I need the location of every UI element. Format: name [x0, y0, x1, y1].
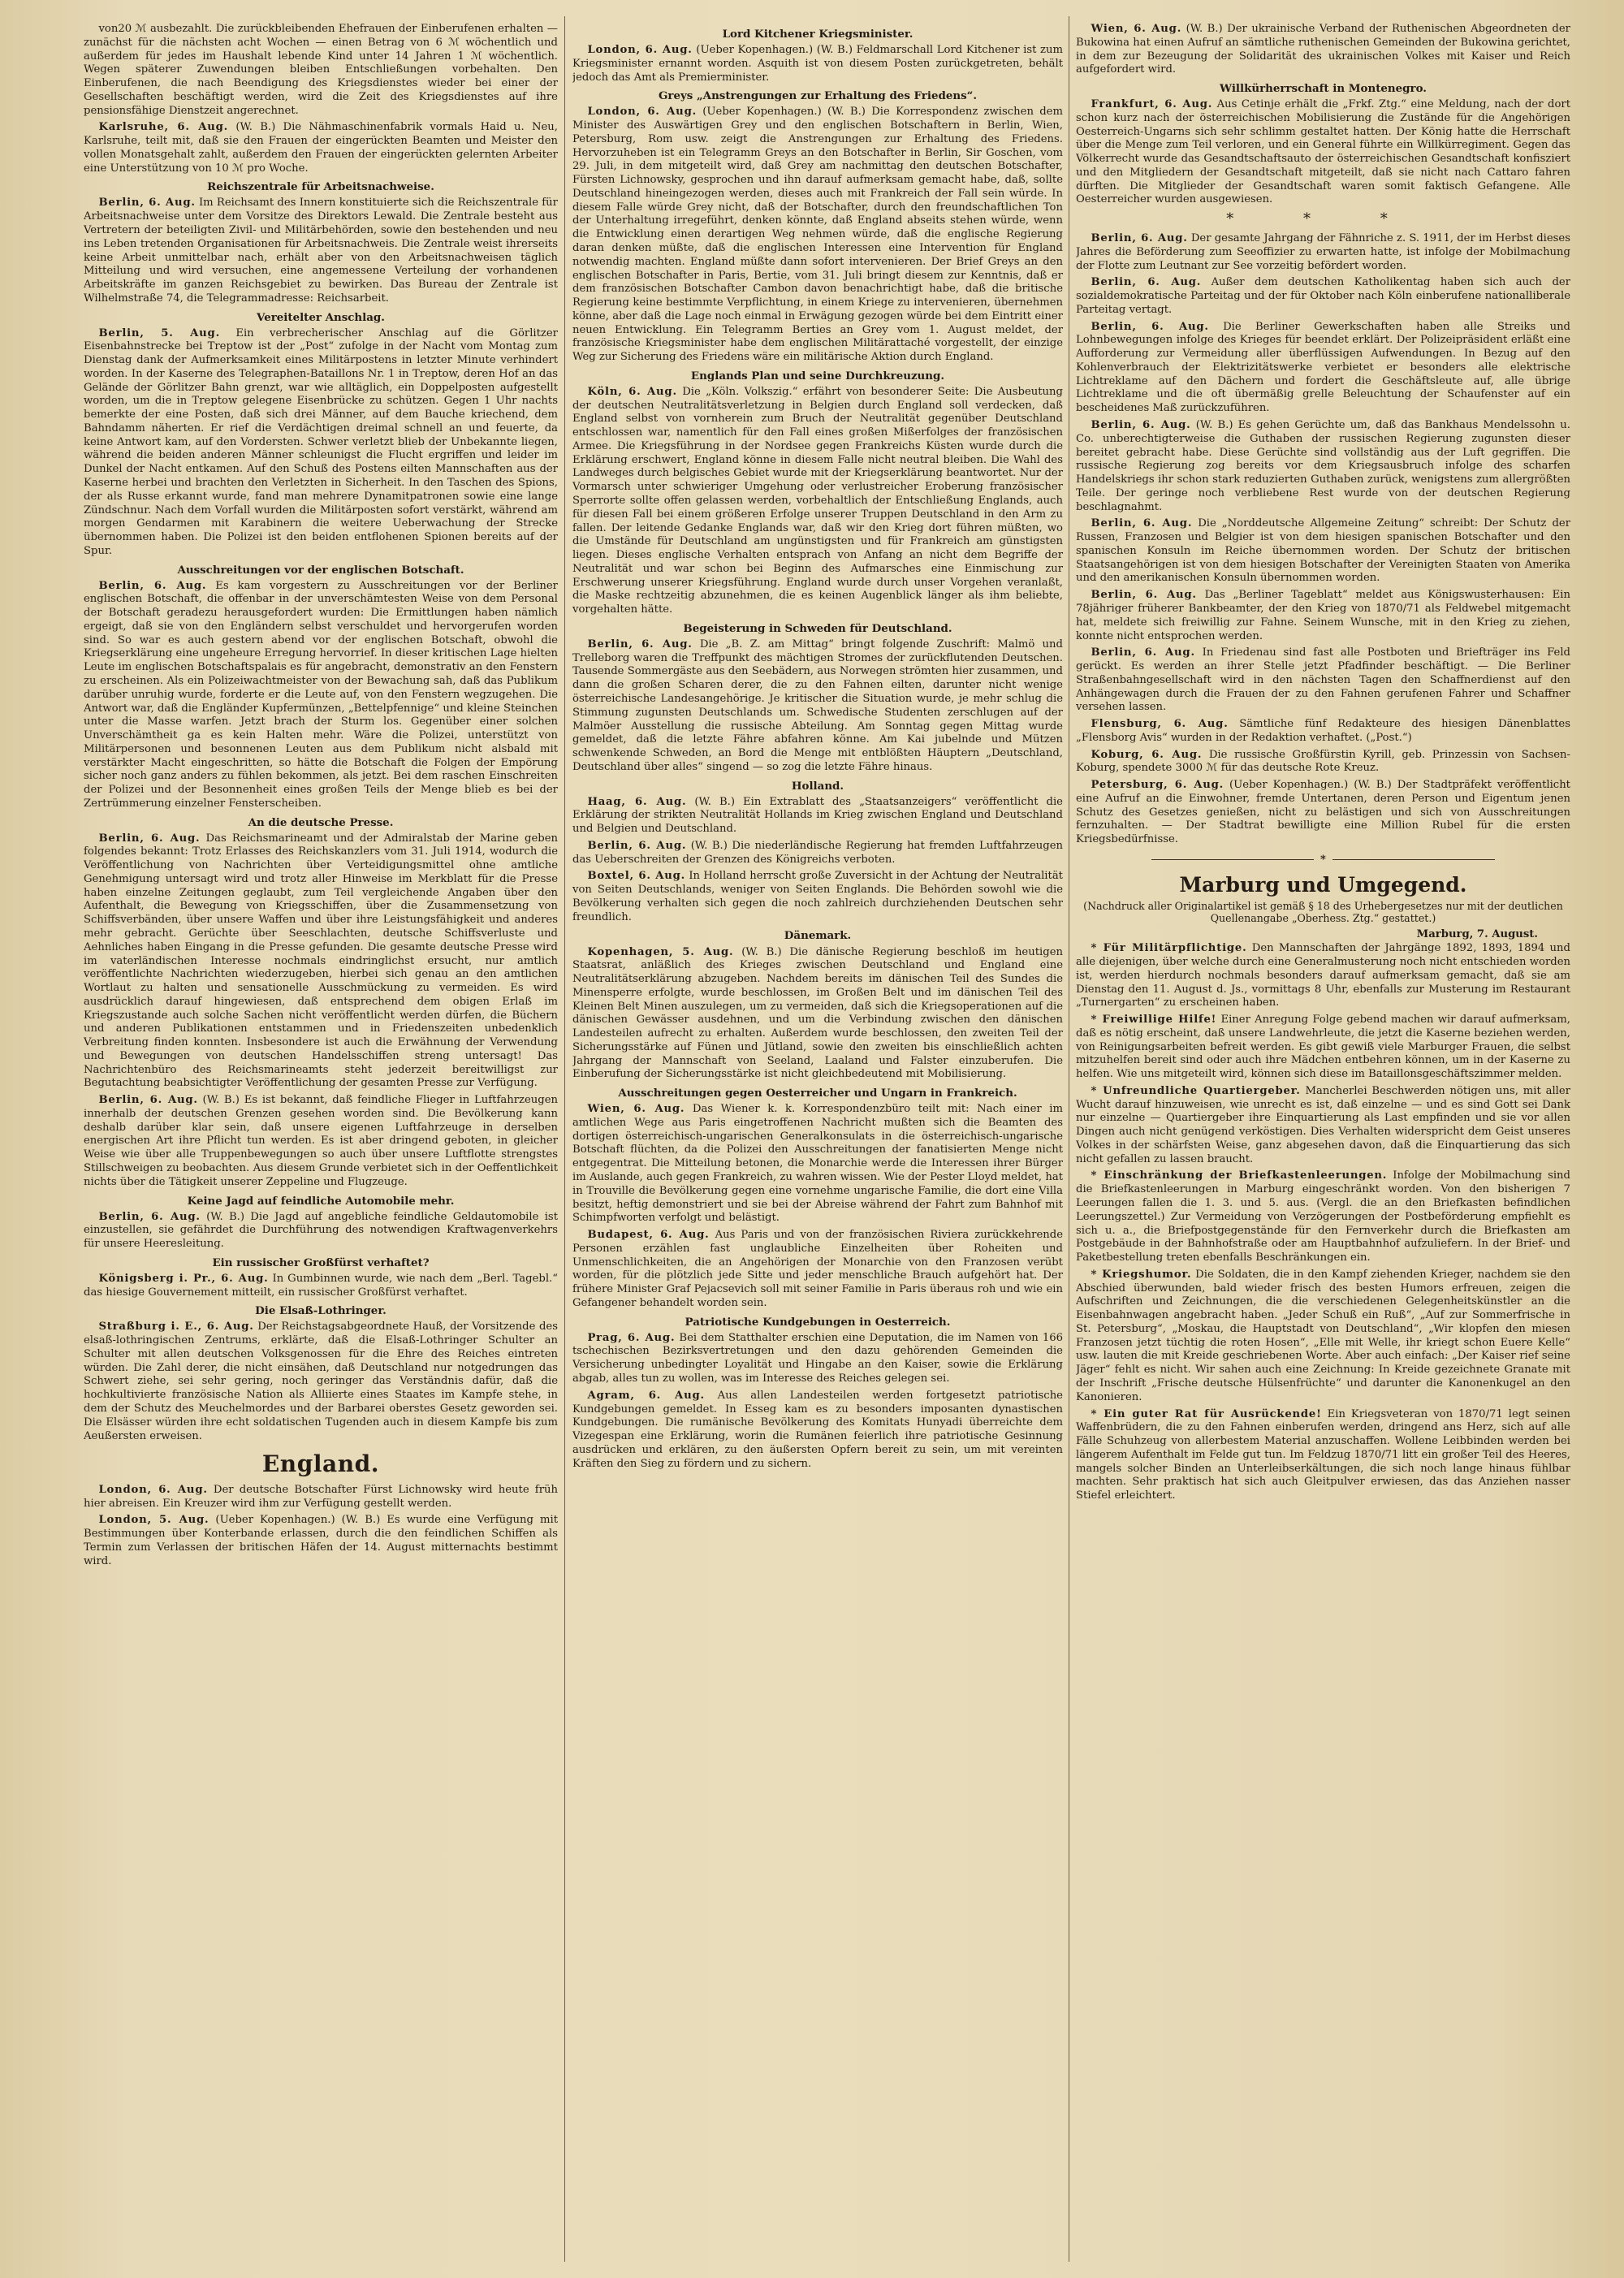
article-paragraph — [84, 23, 558, 118]
dateline: London, 6. Aug. — [587, 44, 693, 57]
article-headline: Die Elsaß-Lothringer. — [255, 1304, 387, 1318]
article-paragraph — [84, 197, 558, 305]
article — [84, 832, 558, 1091]
article-text: (W. B.) Die Jagd auf angebliche feindliche Geldautomobile ist einzustellen, sie gefährdet die Durchführung des notwendigen Kraftwagenverkehrs für unsere Heeresleitung. — [84, 1210, 558, 1251]
article-text: (W. B.) Ein Extrablatt des „Staatsanzeigers“ veröffentlicht die Erklärung der strikten Neutralität Hollands im Krieg zwischen England und Deutschland und Belgien und Deutschland. — [572, 795, 1063, 836]
article — [572, 386, 1063, 617]
article — [1076, 589, 1570, 643]
article-paragraph — [1076, 23, 1570, 77]
dateline: Wien, 6. Aug. — [587, 1103, 685, 1116]
article-headline: Ein russischer Großfürst verhaftet? — [212, 1256, 430, 1269]
dateline: Berlin, 6. Aug. — [587, 839, 687, 852]
article — [1076, 1269, 1570, 1405]
article-paragraph — [1076, 1014, 1570, 1082]
article-text: Der deutsche Botschafter Fürst Lichnowsky wird heute früh hier abreisen. Ein Kreuzer wird ihm zur Verfügung gestellt werden. — [84, 1483, 558, 1510]
article — [572, 44, 1063, 84]
article-headline: Englands Plan und seine Durchkreuzung. — [690, 369, 945, 383]
article-text: In Holland herrscht große Zuversicht in der Achtung der Neutralität von Seiten Deutschlands, weniger von Seiten Englands. Die Behörden sowohl wie die Bevölkerung verhalten sich gegen die noch zahlreich durchziehenden Deutschen sehr freundlich. — [572, 870, 1063, 923]
article-paragraph — [572, 870, 1063, 924]
article — [1076, 232, 1570, 273]
article-text: Mancherlei Beschwerden nötigen uns, mit aller Wucht darauf hinzuweisen, wie unrecht es ist, daß einzelne — und es sind Gott sei Dank nur einzelne — Quartiergeber ihre Einquartierung als Last empfinden und sie vor allen Dingen auch nicht genügend verköstigen. Dies Verhalten widerspricht dem Geist unseres Volkes in der schärfsten Weise, ganz abgesehen davon, daß die Einquartierung das sich nicht gefallen zu lassen braucht. — [1076, 1084, 1570, 1165]
divider-asterisk: * — [1320, 853, 1326, 866]
article — [84, 1484, 558, 1511]
article-text: Im Reichsamt des Innern konstituierte sich die Reichszentrale für Arbeitsnachweise unter dem Vorsitze des Direktors Lewald. Die Zentrale besteht aus Vertretern der beteiligten Zivil- und Militärbehörden, sowie den bestehenden und neu ins Leben tretenden Organisationen für Arbeitsnachweis. Die Zentrale weist ihrerseits keine Arbeit unmittelbar nach, erhält aber von den Arbeitsnachweisen täglich Mitteilung und wird versuchen, eine angemessene Verteilung der vorhandenen Arbeitskräfte im ganzen Reichsgebiet zu bewirken. Das Bureau der Zentrale ist Wilhelmstraße 74, die Telegrammadresse: Reichsarbeit. — [84, 197, 558, 305]
article-text: (Ueber Kopenhagen.) (W. B.) Die Korrespondenz zwischen dem Minister des Auswärtigen Grey und den englischen Botschaftern in Berlin, Wien, Petersburg, Rom usw. zeigt die Anstrengungen zur Erhaltung des Friedens. Hervorzuheben ist ein Telegramm Greys an den Botschafter in Berlin, Sir Goschen, vom 29. Juli, in dem mitgeteilt wird, daß Grey am nachmittag den deutschen Botschafter, Fürsten Lichnowsky, gesprochen und ihn darauf aufmerksam gemacht habe, daß, sollte Deutschland hineingezogen werden, dieses auch mit Frankreich der Fall sein würde. In diesem Falle würde Grey nicht, daß der Botschafter, durch den freundschaftlichen Ton der Unterhaltung irregeführt, denken könnte, daß England abseits stehen würde, wenn die Entwicklung einen derartigen Weg nehmen würde, daß die englische Regierung daran denken müßte, daß die englischen Interessen eine Intervention für England notwendig machten. England müßte dann sofort intervenieren. Der Brief Greys an den englischen Botschafter in Paris, Bertie, vom 31. Juli bringt diesem zur Kenntnis, daß er dem französischen Botschafter Cambon davon benachrichtigt habe, daß die britische Regierung keine bestimmte Verpflichtung, in einem Kriege zu intervenieren, übernehmen könne, aber daß die Lage noch einmal in Erwägung gezogen würde bei dem Eintritt einer neuen Entwicklung. Ein Telegramm Berties an Grey vom 1. August meldet, der französische Kriegsminister habe dem englischen Militärattaché vorgestellt, der einzige Weg zur Sicherung des Friedens wäre ein militärische Aktion durch England. — [572, 106, 1063, 364]
article-text: Ein verbrecherischer Anschlag auf die Görlitzer Eisenbahnstrecke bei Treptow ist der „Post“ zufolge in der Nacht vom Montag zum Dienstag dank der Aufmerksamkeit eines Militärpostens in letzter Minute verhindert worden. In der Kaserne des Telegraphen-Bataillons Nr. 1 in Treptow, deren Hof an das Gelände der Görlitzer Bahn grenzt, war wie alltäglich, ein Doppelposten aufgestellt worden, um die in Treptow gelegene Eisenbrücke zu schützen. Gegen 1 Uhr nachts bemerkte der eine Posten, daß sich drei Männer, auf dem Bauche kriechend, dem Bahndamm näherten. Er rief die Verdächtigen dreimal schnell an und feuerte, da keine Antwort kam, auf den Vordersten. Schwer verletzt blieb der Unbekannte liegen, während die beiden anderen Männer schleunigst die Flucht ergriffen und leider im Dunkel der Nacht entkamen. Auf den Schuß des Postens eilten Mannschaften aus der Kaserne herbei und brachten den Verletzten in Sicherheit. In den Taschen des Spions, der als Russe erkannt wurde, fand man mehrere Dynamitpatronen sowie eine lange Zündschnur. Nach dem Vorfall wurden die Militärposten sofort verstärkt, während am morgen Gendarmen mit Karabinern die weitere Ueberwachung der Strecke übernommen haben. Die Polizei ist den beiden entflohenen Spionen bereits auf der Spur. — [84, 326, 558, 557]
dateline: Agram, 6. Aug. — [587, 1389, 705, 1402]
dateline: Berlin, 6. Aug. — [1091, 276, 1202, 289]
article-text: Außer dem deutschen Katholikentag haben sich auch der sozialdemokratische Parteitag und der für Oktober nach Köln einberufene nationalliberale Parteitag vertagt. — [1076, 276, 1570, 316]
article — [572, 1103, 1063, 1225]
article-text: Das Reichsmarineamt und der Admiralstab der Marine geben folgendes bekannt: Trotz Erlasses des Reichskanzlers vom 31. Juli 1914, wodurch die Veröffentlichung von Nachrichten über Verteidigungsmittel ohne amtliche Genehmigung untersagt wird und trotz aller Hinweise im Merkblatt für die Presse haben einzelne Zeitungen geglaubt, zum Teil vergleichende Angaben über den Aufenthalt, die Bewegung von Kriegsschiffen, über die Zusammensetzung von Schiffsverbänden, über unsere Waffen und über ihre Leistungsfähigkeit und anderes mehr gebracht. Gerüchte über Seeschlachten, deutsche Schiffsverluste und Aehnliches haben Eingang in die Presse gefunden. Die gesamte deutsche Presse wird im vaterländischen Interesse nochmals eindringlichst ersucht, nur amtlich veröffentlichte Nachrichten wiederzugeben, hierbei sich genau an den amtlichen Wortlaut zu halten und sensationelle Ausschmückung zu vermeiden. Es wird ausdrücklich darauf hingewiesen, daß entsprechend dem obigen Erlaß im Kriegszustande auch solche Sachen nicht veröffentlicht werden dürfen, die Büchern und anderen Publikationen entstammen und in Friedenszeiten unbedenklich Verbreitung finden konnten. Insbesondere ist auch die Erwähnung der Verwendung und Bewegungen von deutschen Handelsschiffen streng untersagt! Das Nachrichtenbüro des Reichsmarineamts steht jederzeit bereitwilligst zur Begutachtung beabsichtigter Veröffentlichung der gesamten Presse zur Verfügung. — [84, 832, 558, 1090]
dateline: Flensburg, 6. Aug. — [1091, 718, 1229, 731]
article-text: (W. B.) Es ist bekannt, daß feindliche Flieger in Luftfahrzeugen innerhalb der deutschen Grenzen gesehen worden sind. Die Bevölkerung kann deshalb darüber klar sein, daß unsere eigenen Luftfahrzeuge in derselben energischen Art ihre Pflicht tun werden. Es ist aber dringend geboten, in gleicher Weise wie über alle Truppenbewegungen so auch über unsere Luftflotte strengstes Stillschweigen zu beobachten. Aus diesem Grunde verbietet sich in der Oeffentlichkeit nichts über die Tätigkeit unserer Zeppeline und Flugzeuge. — [84, 1094, 558, 1188]
article-headline: Keine Jagd auf feindliche Automobile mehr. — [187, 1194, 455, 1208]
dateline: Berlin, 6. Aug. — [98, 579, 207, 592]
article-text: Den Mannschaften der Jahrgänge 1892, 1893, 1894 und alle diejenigen, über welche durch eine Generalmusterung noch nicht entschieden worden ist, werden hierdurch nochmals besonders darauf aufmerksam gemacht, daß sie am Dienstag den 11. August d. Js., vormittags 8 Uhr, ebenfalls zur Musterung im Restaurant „Turnergarten“ zu erscheinen haben. — [1076, 942, 1570, 1009]
article — [1076, 321, 1570, 416]
article-paragraph — [1076, 589, 1570, 643]
dateline: London, 6. Aug. — [98, 1483, 208, 1496]
dateline: London, 6. Aug. — [587, 106, 697, 119]
article-paragraph — [572, 1229, 1063, 1311]
dateline: Berlin, 6. Aug. — [1091, 232, 1188, 245]
divider-line — [1332, 859, 1495, 860]
article-text: (W. B.) Es gehen Gerüchte um, daß das Bankhaus Mendelssohn u. Co. unberechtigterweise die Guthaben der russischen Regierung zugunsten dieser bereitet gebracht habe. Diese Gerüchte sind vollständig aus der Luft gegriffen. Die russische Regierung zog bereits vor dem Kriegsausbruch infolge des scharfen Handelskriegs ihr schon stark reduzierten Guthaben zurück, wenigstens zum allergrößten Teile. Der geringe noch verbliebene Rest wurde von der deutschen Regierung beschlagnahmt. — [1076, 419, 1570, 513]
article — [84, 1321, 558, 1443]
article-paragraph — [1076, 276, 1570, 317]
article — [1076, 779, 1570, 847]
dateline: * Ein guter Rat für Ausrückende! — [1091, 1407, 1322, 1420]
article-text: Die „B. Z. am Mittag“ bringt folgende Zuschrift: Malmö und Trelleborg waren die Treffpunkt des mächtigen Stromes der zurückflutenden Deutschen. Tausende Sommergäste aus den Seebädern, aus Norwegen strömten hier zusammen, und dann die großen Scharen derer, die zu den Fahnen eilten, darunter nicht wenige österreichische Landesangehörige. Je kritischer die Situation wurde, je mehr schlug die Stimmung zugunsten Deutschlands um. Schwedische Studenten zerschlugen auf der Malmöer Ausstellung die russische Abteilung. Am Sonntag gegen Mittag wurde gemeldet, daß die letzte Fähre abfahren könne. Am Kai jubelnde und Mützen schwenkende Schweden, an Bord die Menge mit entblößten Häuptern „Deutschland, Deutschland über alles“ singend — so zog die letzte Fähre hinaus. — [572, 638, 1063, 773]
article-text: von20 ℳ ausbezahlt. Die zurückbleibenden Ehefrauen der Einberufenen erhalten — zunächst für die nächsten acht Wochen — einen Betrag von 6 ℳ wöchentlich und außerdem für jedes im Haushalt lebende Kind unter 14 Jahren 1 ℳ wöchentlich. Wegen späterer Zuwendungen bleiben Entschließungen vorbehalten. Den Einberufenen, die nach Beendigung des Kriegsdienstes wieder bei einer der Gesellschaften beschäftigt werden, wird die Zeit des Kriegsdienstes auf ihre pensionsfähige Dienstzeit angerechnet. — [84, 23, 558, 117]
article-paragraph — [572, 638, 1063, 775]
article-headline: Reichszentrale für Arbeitsnachweise. — [207, 180, 434, 194]
article-paragraph — [84, 832, 558, 1091]
dateline: Budapest, 6. Aug. — [587, 1229, 710, 1242]
article-paragraph — [1076, 646, 1570, 715]
dateline: Berlin, 6. Aug. — [98, 832, 201, 845]
dateline: London, 5. Aug. — [98, 1514, 209, 1527]
article-paragraph — [572, 946, 1063, 1083]
article — [572, 946, 1063, 1083]
column-left — [84, 23, 558, 2256]
dateline: Haag, 6. Aug. — [587, 795, 687, 808]
article — [84, 121, 558, 175]
dateline: Berlin, 5. Aug. — [98, 326, 220, 339]
article-headline: Begeisterung in Schweden für Deutschland. — [683, 621, 952, 635]
article-text: Sämtliche fünf Redakteure des hiesigen Dänenblattes „Flensborg Avis“ wurden in der Redaktion verhaftet. („Post.“) — [1076, 718, 1570, 744]
article-paragraph — [1076, 419, 1570, 514]
article — [1076, 942, 1570, 1010]
dateline: Berlin, 6. Aug. — [98, 1210, 201, 1223]
article-paragraph — [84, 580, 558, 811]
article — [572, 106, 1063, 365]
dateline: Berlin, 6. Aug. — [1091, 589, 1197, 602]
dateline: Kopenhagen, 5. Aug. — [587, 945, 734, 958]
article-paragraph — [1076, 1408, 1570, 1503]
article-paragraph — [1076, 321, 1570, 416]
dateline: * Freiwillige Hilfe! — [1091, 1014, 1217, 1027]
article-headline: Patriotische Kundgebungen in Oesterreich. — [685, 1315, 951, 1329]
article-text: In Gumbinnen wurde, wie nach dem „Berl. Tagebl.“ das hiesige Gouvernement mitteilt, ein russischer Großfürst verhaftet. — [84, 1272, 558, 1299]
article-text: (Ueber Kopenhagen.) (W. B.) Es wurde eine Verfügung mit Bestimmungen über Konterbande erlassen, durch die den feindlichen Schiffen als Termin zum Verlassen der britischen Häfen der 14. August mitternachts bestimmt wird. — [84, 1514, 558, 1567]
article-paragraph — [1076, 779, 1570, 847]
article-text: In Friedenau sind fast alle Postboten und Briefträger ins Feld gerückt. Es werden an ihrer Stelle jetzt Pfadfinder beschäftigt. — Die Berliner Straßenbahngesellschaft wird in den nächsten Tagen den Schaffnerdienst auf den Anhängewagen durch die Frauen der zu den Fahnen gerufenen Fahrer und Schaffner versehen lassen. — [1076, 646, 1570, 714]
article — [1076, 718, 1570, 746]
article — [572, 870, 1063, 924]
article-headline: Holland. — [791, 779, 844, 793]
article-paragraph — [84, 1211, 558, 1251]
article — [572, 1390, 1063, 1472]
article — [1076, 276, 1570, 317]
dateline: Frankfurt, 6. Aug. — [1091, 98, 1213, 111]
dateline: Straßburg i. E., 6. Aug. — [98, 1321, 254, 1334]
article-text: (W. B.) Die niederländische Regierung hat fremden Luftfahrzeugen das Ueberschreiten der Grenzen des Königreichs verboten. — [572, 839, 1063, 866]
article-text: Die „Norddeutsche Allgemeine Zeitung“ schreibt: Der Schutz der Russen, Franzosen und Belgier ist von dem hiesigen spanischen Botschafter und den spanischen Konsuln im Reiche übernommen worden. Der Schutz der britischen Staatsangehörigen ist von dem hiesigen Botschafter der Vereinigten Staaten von Amerika und den amerikanischen Konsuln übernommen worden. — [1076, 517, 1570, 585]
article-text: Es kam vorgestern zu Ausschreitungen vor der Berliner englischen Botschaft, die offenbar in der unverschämtesten Weise von dem Personal der Botschaft geradezu herausgefordert wurden: Die Ermittlungen haben nämlich ergeigt, daß sie von den Engländern selbst verschuldet und hervorgerufen worden sind. So war es auch gestern abend vor der englischen Botschaft, obwohl die Kriegserklärung eine ungeheure Erregung hervorrief. In dieser kritischen Lage hielten Leute im englischen Botschaftspalais es für angebracht, demonstrativ an den Fenstern zu erscheinen. Als ein Polizeiwachtmeister von der Bewachung sah, daß das Publikum darüber unruhig wurde, forderte er die Leute auf, von den Fenstern wegzugehen. Die Antwort war, daß die Engländer Kupfermünzen, „Bettelpfennige“ und kleine Steinchen unter die Masse warfen. Jetzt brach der Sturm los. Gegenüber einer solchen Unverschämtheit ga es kein Halten mehr. Wäre die Polizei, unterstützt von Militärpersonen und besonnenen Leuten aus dem Publikum nicht alsbald mit verstärkter Macht eingeschritten, so hätte die Botschaft die Folgen der Empörung sicher noch ganz anders zu fühlen bekommen, als jetzt. Bei dem raschen Einschreiten der Polizei und der Besonnenheit eines großen Teils der Menge blieb es bei der Zertrümmerung einzelner Fensterscheiben. — [84, 579, 558, 810]
article-text: Das „Berliner Tageblatt“ meldet aus Königswusterhausen: Ein 78jähriger früherer Bankbeamter, der den Krieg von 1870/71 als Feldwebel mitgemacht hat, meldete sich freiwillig zur Fahne. Seinem Wunsche, mit in den Krieg zu ziehen, konnte nicht entsprochen werden. — [1076, 589, 1570, 642]
dateline: Berlin, 6. Aug. — [1091, 517, 1193, 530]
article — [1076, 1408, 1570, 1503]
article-paragraph — [1076, 718, 1570, 746]
section-dateline: Marburg, 7. August. — [1416, 928, 1538, 941]
dateline: Wien, 6. Aug. — [1091, 23, 1182, 35]
article-paragraph — [84, 1514, 558, 1568]
article — [1076, 419, 1570, 514]
article-text: Die russische Großfürstin Kyrill, geb. Prinzessin von Sachsen-Koburg, spendete 3000 ℳ für das deutsche Rote Kreuz. — [1076, 748, 1570, 775]
article — [84, 1273, 558, 1300]
article — [1076, 23, 1570, 77]
section-title: Marburg und Umgegend. — [1179, 872, 1467, 897]
dateline: * Einschränkung der Briefkastenleerungen. — [1091, 1169, 1388, 1182]
dateline: Prag, 6. Aug. — [587, 1331, 676, 1344]
article-headline: An die deutsche Presse. — [248, 815, 394, 829]
article-paragraph — [1076, 942, 1570, 1010]
article-paragraph — [1076, 517, 1570, 586]
article-text: Die Soldaten, die in den Kampf ziehenden Krieger, nachdem sie den Abschied überwunden, bald wieder frisch des besten Humors erfreuen, zeigen die Aufschriften und Zeichnungen, die die verschiedenen Gelegenheitskünstler an die Eisenbahnwagen angebracht haben. „Jeder Schuß ein Ruß“, „Auf zur Sommerfrische in St. Petersburg“, „Moskau, die Hauptstadt von Deutschland“, „Wir klopfen den miesen Franzosen jetzt tüchtig die roten Hosen“, „Elle mit Welle, ihr kriegt schon Euere Kelle“ usw. lauten die mit Kreide geschriebenen Worte. Aber auch einfach: „Der Kaiser rief seine Jäger“ fehlt es nicht. Wir sahen auch eine Zeichnung: In Kreide gezeichnete Granate mit der Inschrift „Frische deutsche Hülsenfrüchte“ und darunter die Kanonenkugel an den Kanonieren. — [1076, 1268, 1570, 1403]
article-paragraph — [1076, 232, 1570, 273]
article-text: (Ueber Kopenhagen.) (W. B.) Feldmarschall Lord Kitchener ist zum Kriegsminister ernannt worden. Asquith ist von diesem Posten zurückgetreten, behält jedoch das Amt als Premierminister. — [572, 44, 1063, 84]
article-paragraph — [572, 1390, 1063, 1472]
article-text: Der gesamte Jahrgang der Fähnriche z. S. 1911, der im Herbst dieses Jahres die Beförderung zum Seeoffizier zu erwarten hatte, ist infolge der Mobilmachung der Flotte zum Leutnant zur See vorzeitig befördert worden. — [1076, 232, 1570, 272]
article-headline: Willkürherrschaft in Montenegro. — [1220, 82, 1427, 96]
article-text: Bei dem Statthalter erschien eine Deputation, die im Namen von 166 tschechischen Bezirksvertretungen und den dazu gehörenden Gemeinden die Versicherung unbedingter Loyalität und Hingabe an den Kaiser, sowie die Erklärung abgab, alles tun zu wollen, was im Interesse des Reiches gelegen sei. — [572, 1331, 1063, 1385]
dateline: Berlin, 6. Aug. — [98, 197, 196, 210]
dateline: Berlin, 6. Aug. — [1091, 320, 1209, 333]
article-paragraph — [572, 1103, 1063, 1225]
article — [1076, 98, 1570, 207]
article-headline: Ausschreitungen gegen Oesterreicher und Ungarn in Frankreich. — [618, 1087, 1017, 1100]
article-text: (Ueber Kopenhagen.) (W. B.) Der Stadtpräfekt veröffentlicht eine Aufruf an die Einwohner, fremde Untertanen, deren Person und Eigentum jenen Schutz des Gesetzes genießen, nicht zu belästigen und sich von Ausschreitungen fernzuhalten. — Der Stadtrat bewilligte eine Million Rubel für die ersten Kriegsbedürfnisse. — [1076, 779, 1570, 846]
article — [1076, 646, 1570, 715]
article — [572, 1229, 1063, 1311]
dateline: Königsberg i. Pr., 6. Aug. — [98, 1272, 269, 1285]
article-paragraph — [572, 1332, 1063, 1386]
article-text: Infolge der Mobilmachung sind die Briefkastenleerungen in Marburg eingeschränkt worden. Von den bisherigen 7 Leerungen fallen die 1. 3. und 5. aus. (Vergl. die an den Briefkasten befindlichen Leerungszettel.) Zur Vermeidung von Verzögerungen der Postbeförderung empfiehlt es sich u. a., die Briefpostgegenstände für den Fernverkehr durch die Briefkasten am Postgebäude in der Bahnhofstraße oder am Hauptbahnhof aufzuliefern. In der Brief- und Paketbestellung treten ebenfalls Beschränkungen ein. — [1076, 1169, 1570, 1264]
article-text: Ein Kriegsveteran von 1870/71 legt seinen Waffenbrüdern, die zu den Fahnen einberufen werden, dringend ans Herz, sich auf alle Fälle Schuhzeug von allerbestem Material anzuschaffen. Wollene Leibbinden werden bei längerem Aufenthalt im Felde gut tun. Im Feldzug 1870/71 litt ein großer Teil des Heeres, mangels solcher Binden an Unterleibserkältungen, die sich noch lange hinaus fühlbar machten. Sehr praktisch hat sich auch Gleitpulver erwiesen, das das Anziehen nasser Stiefel erleichtert. — [1076, 1407, 1570, 1502]
article — [572, 1332, 1063, 1386]
article — [1076, 1014, 1570, 1082]
article-paragraph — [572, 106, 1063, 365]
article — [84, 23, 558, 118]
article — [1076, 1169, 1570, 1264]
dateline: Koburg, 6. Aug. — [1091, 748, 1203, 761]
article-text: Einer Anregung Folge gebend machen wir darauf aufmerksam, daß es nötig erscheint, daß unsere Landwehrleute, die jetzt die Kaserne beziehen werden, von Reinigungsarbeiten befreit werden. Es gibt gewiß viele Marburger Frauen, die selbst mitzuhelfen bereit sind oder auch ihre Mädchen entbehren können, um in der Kaserne zu helfen. Wie uns mitgeteilt wird, können sich diese im Bataillonsgeschäftszimmer melden. — [1076, 1014, 1570, 1081]
article-text: (W. B.) Die dänische Regierung beschloß im heutigen Staatsrat, anläßlich des Krieges zwischen Deutschland und England eine Neutralitätserklärung abzugeben. Nachdem bereits im dänischen Teil des Sundes die Minensperre erfolgte, wurde beschlossen, im Großen Belt und im dänischen Teil des Kleinen Belt Minen auszulegen, um zu vermeiden, daß sich die Kriegsoperationen auf die dänischen Gewässer ausdehnen, und um die Verbindung zwischen den dänischen Landesteilen aufrecht zu erhalten. Außerdem wurde beschlossen, den zweiten Teil der Sicherungsstärke auf Fünen und Jütland, sowie den zweiten bis einschließlich achten Jahrgang der Mannschaft von Seeland, Laaland und Falster einzuberufen. Die Einberufung der Sicherungsstärke ist nicht gleichbedeutend mit Mobilisierung. — [572, 945, 1063, 1081]
article — [572, 840, 1063, 867]
column-rule — [564, 16, 565, 2262]
article — [1076, 749, 1570, 776]
article-text: Die „Köln. Volkszig.“ erfährt von besonderer Seite: Die Ausbeutung der deutschen Neutralitätsverletzung in Belgien durch England soll verdecken, daß England selbst von vornherein zum Bruch der Neutralität gegenüber Deutschland entschlossen war, namentlich für den Fall eines großen Mißerfolges der französischen Armee. Die Kriegsführung in der Nordsee gegen Frankreichs Küsten wurde durch die Erklärung erschwert, England könne in diesem Falle nicht neutral bleiben. Die Wahl des Landweges durch belgisches Gebiet wurde mit der Kriegserklärung beantwortet. Nur der Vormarsch unter schwieriger Umgehung oder verlustreicher Eroberung französischer Sperrorte sollte offen gelassen werden, vorbehaltlich der Entschließung Englands, auch für diesen Fall bei einem größeren Erfolge unserer Truppen Deutschland in den Arm zu fallen. Der leitende Gedanke Englands war, daß wir den Krieg dort führen müßten, wo die Umstände für Deutschland am ungünstigsten und für Frankreich am günstigsten liegen. Dieses englische Verhalten entsprach von Anfang an nicht dem Begriffe der Neutralität und war schon bei Beginn des Aufmarsches eine Einmischung zur Erschwerung unserer Kriegsführung. England wurde durch unser Vorgehen veranlaßt, die Maske rechtzeitig abzunehmen, die es keinen Augenblick länger als ihm beliebte, vorgehalten hätte. — [572, 385, 1063, 616]
article-text: Der Reichstagsabgeordnete Hauß, der Vorsitzende des elsaß-lothringischen Zentrums, erklärte, daß die Elsaß-Lothringer Schulter an Schulter mit allen deutschen Volksgenossen für die Ehre des Reiches eintreten würden. Die Zahl derer, die nicht einsähen, daß Deutschland nur notgedrungen das Schwert ziehe, sei sehr gering, noch geringer das Verständnis dafür, daß die hochkultivierte französische Nation als Alliierte eines Staates im Kampfe stehe, in dem der Schutz des Meuchelmordes und der Barbarei oberstes Gesetz geworden sei. Die Elsässer würden ihre echt soldatischen Tugenden auch in diesem Kampfe bis zum Aeußersten erweisen. — [84, 1321, 558, 1442]
article-paragraph — [572, 386, 1063, 617]
article-text: Die Berliner Gewerkschaften haben alle Streiks und Lohnbewegungen infolge des Krieges für beendet erklärt. Der Polizeipräsident erläßt eine Aufforderung zur Vermeidung aller überflüssigen Aufwendungen. In Bezug auf den Kohlenverbrauch der Elektrizitätswerke verbietet er besonders alle elektrische Lichtreklame auf den Dächern und fordert die Geschäftsleute auf, alle übrige Lichtreklame und die oft übermäßig grelle Beleuchtung der Schaufenster auf ein bescheidenes Maß zurückzuführen. — [1076, 320, 1570, 415]
dateline: Berlin, 6. Aug. — [1091, 419, 1191, 432]
dateline: Karlsruhe, 6. Aug. — [98, 121, 229, 134]
article — [572, 638, 1063, 775]
article-paragraph — [1076, 1085, 1570, 1167]
article-paragraph — [572, 796, 1063, 836]
dateline: Berlin, 6. Aug. — [587, 638, 693, 651]
article-paragraph — [1076, 749, 1570, 776]
article-headline: Dänemark. — [784, 929, 852, 943]
article — [84, 327, 558, 559]
article — [1076, 517, 1570, 586]
article-paragraph — [84, 1094, 558, 1189]
article-text: Das Wiener k. k. Korrespondenzbüro teilt mit: Nach einer im amtlichen Wege aus Paris eingetroffenen Nachricht mußten sich die Beamten des dortigen österreichisch-ungarischen Generalkonsulats in die österreichisch-ungarische Botschaft flüchten, da die Polizei den Ausschreitungen der fanatisierten Menge nicht entgegentrat. Die Mitteilung betonen, die Monarchie werde die Interessen ihrer Bürger im Auslande, auch gegen Frankreich, zu wahren wissen. Wie der Pester Lloyd meldet, hat in Trouville die Bevölkerung gegen eine vornehme ungarische Familie, die dort eine Villa besitzt, heftig demonstriert und sie bei der Abreise während der Fahrt zum Bahnhof mit Schimpfworten verfolgt und belästigt. — [572, 1103, 1063, 1225]
article-text: Aus allen Landesteilen werden fortgesetzt patriotische Kundgebungen gemeldet. In Esseg kam es zu besonders imposanten dynastischen Kundgebungen. Die rumänische Bevölkerung des Komitats Hunyadi überreichte dem Vizegespan eine Erklärung, worin die Rumänen feierlich ihre patriotische Gesinnung ausdrücken und erklären, zu den äußersten Opfern bereit zu sein, um mit vereinten Kräften den Sieg zu fördern und zu sichern. — [572, 1389, 1063, 1470]
article-text: (W. B.) Die Nähmaschinenfabrik vormals Haid u. Neu, Karlsruhe, teilt mit, daß sie den Frauen der eingerückten Beamten und Meister den vollen Monatsgehalt zahlt, außerdem den Frauen der eingerückten gelernten Arbeiter eine Unterstützung von 10 ℳ pro Woche. — [84, 121, 558, 175]
dateline: * Kriegshumor. — [1091, 1268, 1192, 1281]
article-paragraph — [1076, 1269, 1570, 1405]
dateline: Berlin, 6. Aug. — [1091, 646, 1195, 659]
article-headline: Ausschreitungen vor der englischen Botschaft. — [177, 563, 464, 577]
column-middle — [572, 23, 1063, 2256]
article-paragraph — [84, 121, 558, 175]
article — [84, 580, 558, 811]
dateline: Berlin, 6. Aug. — [98, 1094, 198, 1107]
article — [84, 1094, 558, 1189]
article — [84, 1514, 558, 1568]
article-headline: Greys „Anstrengungen zur Erhaltung des Friedens“. — [658, 89, 977, 103]
article — [84, 197, 558, 305]
article-paragraph — [1076, 1169, 1570, 1264]
divider-line — [1151, 859, 1314, 860]
article-paragraph — [84, 327, 558, 559]
article — [1076, 1085, 1570, 1167]
article-text: Aus Cetinje erhält die „Frkf. Ztg.“ eine Meldung, nach der dort schon kurz nach der österreichischen Mobilisierung die Zustände für die Angehörigen Oesterreich-Ungarns sich sehr schlimm gestaltet hatten. Der König hatte die Herrschaft über die Menge zum Teil verloren, und ein General führte ein Willkürregiment. Gegen das Völkerrecht wurde das Gesandtschaftsauto der österreichischen Gesandtschaft konfisziert und den Mitgliedern der Gesandtschaft mitgeteilt, daß sie nicht nach Cattaro fahren dürften. Die Mitglieder der Gesandtschaft waren somit faktisch Gefangene. Alle Oesterreicher wurden ausgewiesen. — [1076, 98, 1570, 206]
article-paragraph — [1076, 98, 1570, 207]
article-text: (W. B.) Der ukrainische Verband der Ruthenischen Abgeordneten der Bukowina hat einen Aufruf an sämtliche ruthenischen Gemeinden der Bukowina gerichtet, in dem zur Bezeugung der Solidarität des ukrainischen Volkes mit Kaiser und Reich aufgefordert wird. — [1076, 23, 1570, 76]
article-text: Aus Paris und von der französischen Riviera zurückkehrende Personen erzählen fast unglaubliche Einzelheiten über Roheiten und Unmenschlichkeiten, die an Angehörigen der Monarchie von den Franzosen verübt worden, für die plötzlich jede Sitte und jeder menschliche Brauch aufgehört hat. Der frühere Minister Graf Pejacsevich soll mit seiner Familie in Paris überaus roh und wie ein Gefangener behandelt worden sein. — [572, 1229, 1063, 1309]
article-paragraph — [572, 44, 1063, 84]
dateline: Boxtel, 6. Aug. — [587, 870, 686, 883]
country-headline: England. — [261, 1450, 380, 1478]
article-paragraph — [84, 1273, 558, 1300]
reprint-notice: (Nachdruck aller Originalartikel ist gemäß § 18 des Urhebergesetzes nur mit der deutlichen Quellenangabe „Oberhess. Ztg.“ gestattet.) — [1083, 899, 1563, 925]
article-paragraph — [572, 840, 1063, 867]
dateline: Köln, 6. Aug. — [587, 385, 677, 398]
article-paragraph — [84, 1321, 558, 1443]
column-right — [1076, 23, 1570, 2256]
dateline: * Unfreundliche Quartiergeber. — [1091, 1084, 1301, 1097]
dateline: * Für Militärpflichtige. — [1091, 942, 1247, 955]
article-headline: Vereitelter Anschlag. — [257, 310, 385, 324]
article — [572, 796, 1063, 836]
separator-stars: * * * — [1226, 210, 1420, 228]
article-paragraph — [84, 1484, 558, 1511]
section-divider — [1076, 854, 1570, 867]
article — [84, 1211, 558, 1251]
article-headline: Lord Kitchener Kriegsminister. — [722, 28, 914, 41]
dateline: Petersburg, 6. Aug. — [1091, 779, 1224, 792]
